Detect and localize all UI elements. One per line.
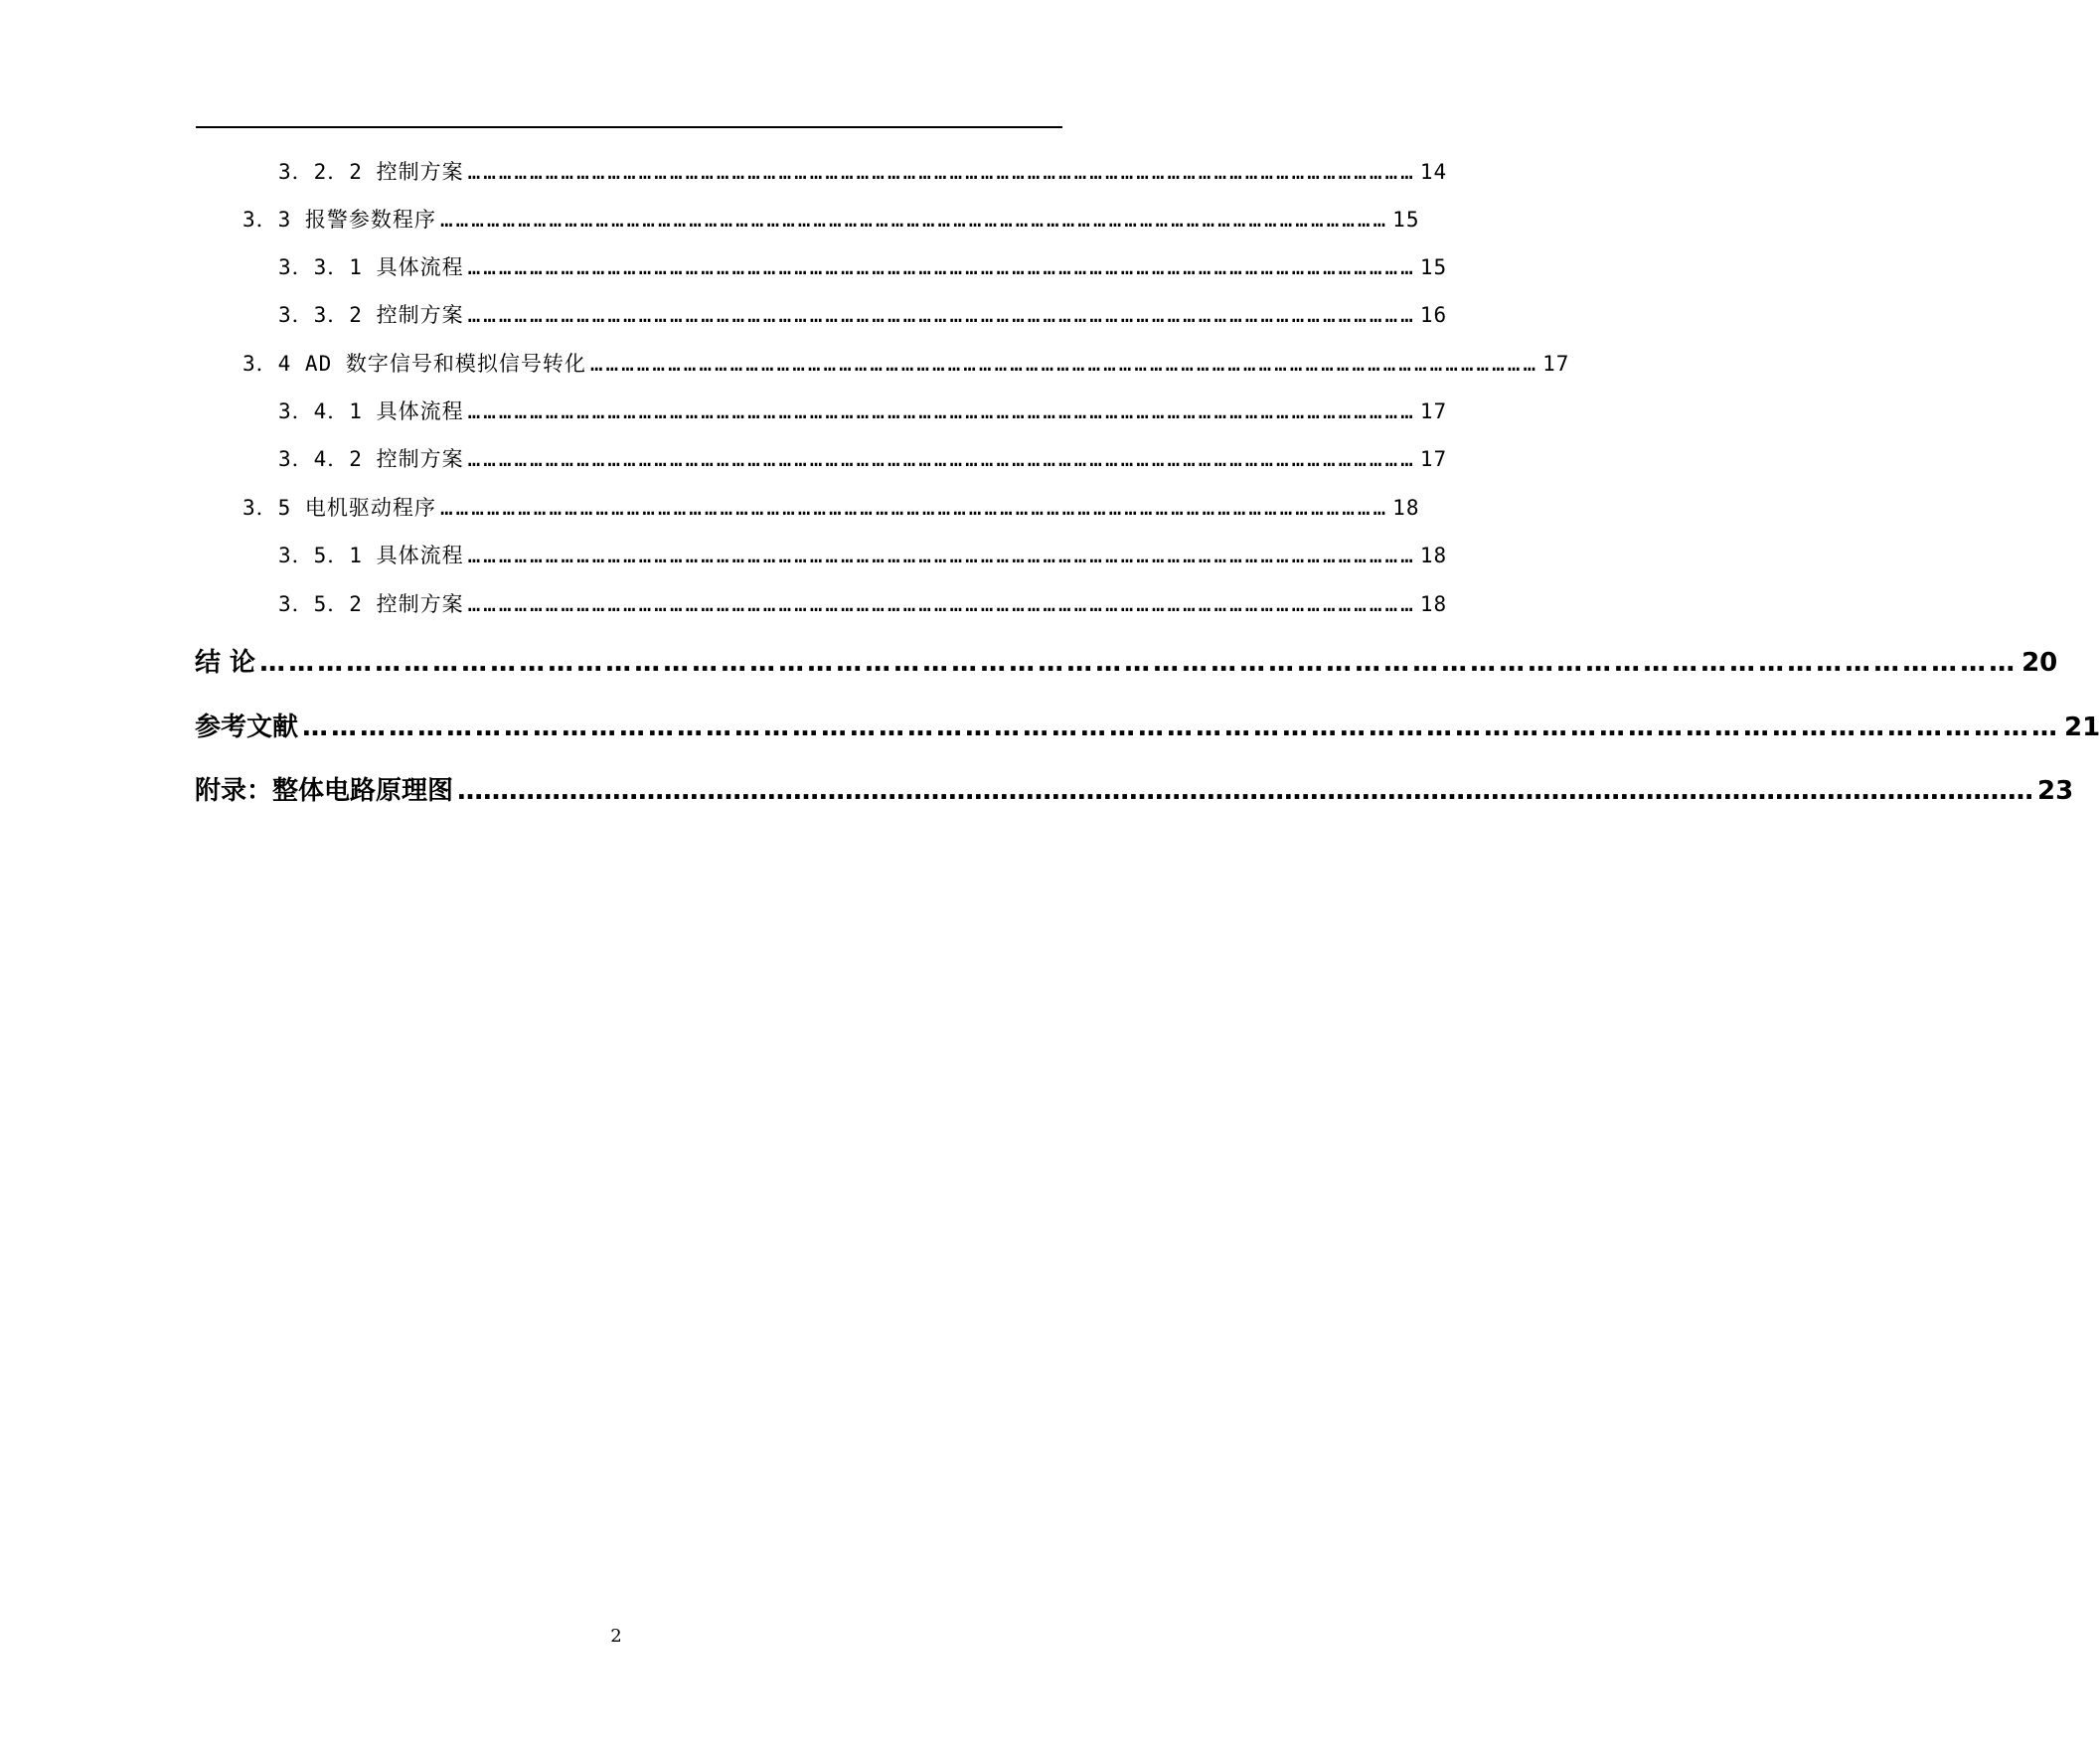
toc-entry-page: 21 [2064,713,2100,742]
toc-entry-appendix[interactable] [195,770,2074,807]
toc-dot-leader: ………………………………………………………………………………………………………………………………………………………………… [302,713,2061,742]
toc-entry-page: 17 [1542,352,1570,376]
toc-entry-label: 3．4 AD 数字信号和模拟信号转化 [242,352,586,376]
toc-entry-3-5-1[interactable] [278,540,1448,569]
toc-dot-leader: ………………………………………………………………………………………………………………………………………………………………… [259,648,2019,678]
toc-entry-label: 3．5 电机驱动程序 [242,496,436,520]
page-number: 2 [610,1626,622,1647]
toc-entry-3-4-1[interactable] [278,396,1448,425]
toc-dot-leader: ………………………………………………………………………………………………………………………………………………………………… [439,208,1389,232]
toc-entry-page: 15 [1392,208,1420,232]
toc-dot-leader: ………………………………………………………………………………………………………………………………………………………………… [589,352,1539,376]
toc-entry-label: 3．3．2 控制方案 [278,303,464,327]
toc-entry-3-4-2[interactable] [278,443,1448,473]
toc-dot-leader: ………………………………………………………………………………………………………………………………………………………………… [467,544,1416,567]
toc-entry-3-3-2[interactable] [278,299,1448,329]
toc-entry-references[interactable] [195,707,2100,743]
toc-entry-label: 结 论 [195,648,256,678]
toc-entry-3-5-2[interactable] [278,588,1448,618]
toc-entry-label: 附录：整体电路原理图 [195,776,454,806]
toc-dot-leader: ………………………………………………………………………………………………………………………………………………………………… [467,255,1416,279]
toc-entry-label: 3．4．1 具体流程 [278,399,464,423]
toc-entry-page: 14 [1419,160,1448,184]
toc-entry-label: 参考文献 [195,713,299,742]
toc-entry-page: 18 [1419,592,1448,616]
toc-entry-label: 3．2．2 控制方案 [278,160,464,184]
toc-entry-3-3-1[interactable] [278,251,1448,281]
toc-entry-label: 3．5．2 控制方案 [278,592,464,616]
toc-entry-page: 17 [1419,447,1448,471]
toc-entry-label: 3．3 报警参数程序 [242,208,436,232]
toc-entry-page: 16 [1419,303,1448,327]
toc-entry-page: 20 [2021,648,2058,678]
toc-entry-3-2-2[interactable] [278,156,1448,186]
toc-dot-leader: ………………………………………………………………………………………………………………………………………………………………… [439,496,1389,520]
toc-entry-page: 18 [1419,544,1448,567]
toc-entry-label: 3．5．1 具体流程 [278,544,464,567]
toc-dot-leader: ………………………………………………………………………………………………………………………………………………………………… [467,303,1416,327]
toc-dot-leader: ………………………………………………………………………………………………………………………………………………………………… [467,447,1416,471]
toc-dot-leader: ………………………………………………………………………………………………………………………………………………………………… [457,776,2034,806]
toc-entry-page: 17 [1419,399,1448,423]
toc-entry-conclusion[interactable] [195,642,2058,679]
header-rule [196,126,1062,128]
toc-entry-3-3[interactable] [242,204,1420,234]
toc-dot-leader: ………………………………………………………………………………………………………………………………………………………………… [467,160,1416,184]
toc-entry-page: 18 [1392,496,1420,520]
toc-entry-label: 3．4．2 控制方案 [278,447,464,471]
toc-dot-leader: ………………………………………………………………………………………………………………………………………………………………… [467,592,1416,616]
toc-entry-page: 15 [1419,255,1448,279]
toc-entry-3-4[interactable] [242,348,1570,378]
toc-dot-leader: ………………………………………………………………………………………………………………………………………………………………… [467,399,1416,423]
toc-entry-page: 23 [2037,776,2074,806]
toc-entry-3-5[interactable] [242,492,1420,522]
toc-entry-label: 3．3．1 具体流程 [278,255,464,279]
